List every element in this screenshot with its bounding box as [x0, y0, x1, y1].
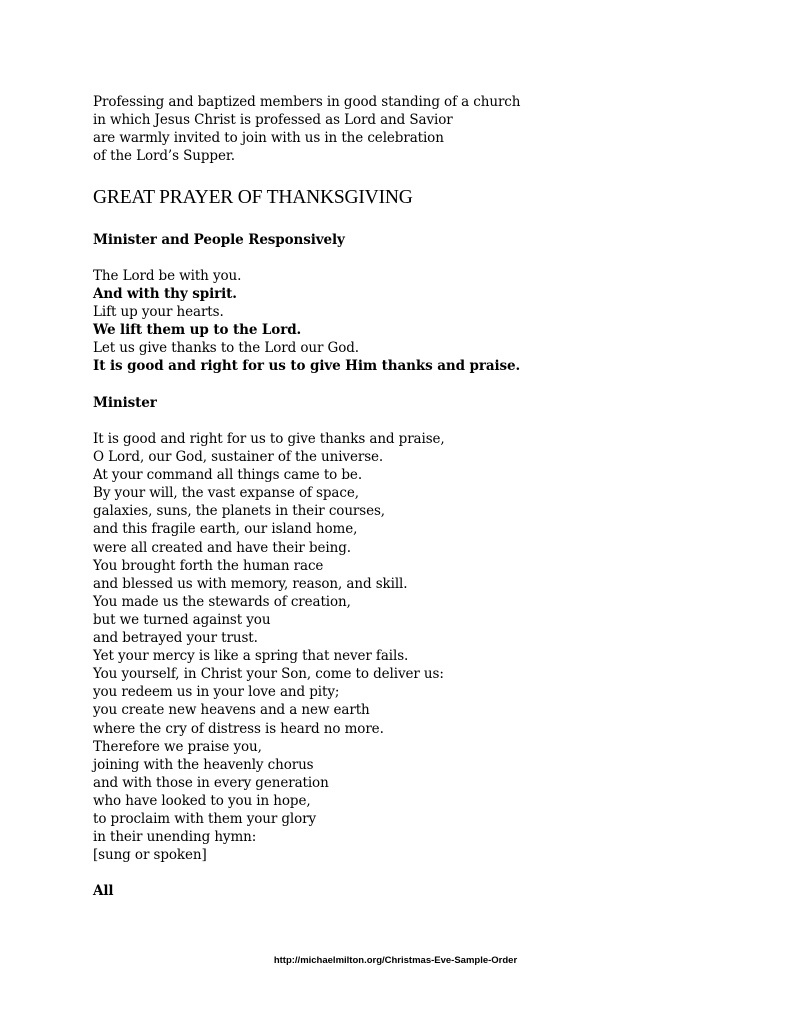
rubric-line: [sung or spoken] [93, 847, 207, 864]
intro-line: are warmly invited to join with us in the celebration [93, 130, 444, 147]
prayer-line: and with those in every generation [93, 774, 329, 791]
prayer-line: to proclaim with them your glory [93, 810, 317, 827]
prayer-line: but we turned against you [93, 611, 271, 628]
prayer-line: were all created and have their being. [93, 539, 351, 556]
prayer-line: galaxies, suns, the planets in their courses, [93, 503, 385, 520]
prayer-line: and betrayed your trust. [93, 630, 258, 647]
prayer-line: who have looked to you in hope, [93, 792, 311, 809]
minister-line: Lift up your hearts. [93, 304, 224, 321]
prayer-line: in their unending hymn: [93, 829, 257, 846]
section-title: GREAT PRAYER OF THANKSGIVING [93, 187, 413, 208]
prayer-line: and blessed us with memory, reason, and skill. [93, 575, 408, 592]
prayer-line: You brought forth the human race [93, 557, 324, 574]
minister-heading: Minister [93, 395, 157, 411]
responsive-reading [93, 267, 520, 376]
prayer-line: you redeem us in your love and pity; [93, 684, 340, 701]
intro-paragraph [93, 93, 520, 165]
footer-url: http://michaelmilton.org/Christmas-Eve-Sample-Order [273, 955, 518, 966]
prayer-line: It is good and right for us to give thanks and praise, [93, 431, 445, 447]
minister-line: Let us give thanks to the Lord our God. [93, 340, 359, 357]
prayer-line: You yourself, in Christ your Son, come to deliver us: [93, 666, 444, 683]
prayer-line: By your will, the vast expanse of space, [93, 485, 359, 502]
prayer-line: At your command all things came to be. [93, 467, 363, 484]
people-line: And with thy spirit. [93, 286, 237, 303]
people-line: We lift them up to the Lord. [93, 322, 302, 339]
prayer-line: Therefore we praise you, [93, 738, 262, 755]
prayer-line: O Lord, our God, sustainer of the universe. [93, 449, 384, 466]
intro-line: Professing and baptized members in good standing of a church [93, 94, 521, 110]
minister-prayer [93, 430, 445, 864]
intro-line: in which Jesus Christ is professed as Lord and Savior [93, 112, 453, 129]
responsive-heading: Minister and People Responsively [93, 232, 345, 248]
people-line: It is good and right for us to give Him thanks and praise. [93, 358, 521, 375]
prayer-line: joining with the heavenly chorus [93, 756, 314, 773]
minister-line: The Lord be with you. [93, 268, 242, 284]
prayer-line: you create new heavens and a new earth [93, 702, 370, 719]
prayer-line: Yet your mercy is like a spring that never fails. [93, 648, 409, 665]
all-heading: All [93, 883, 114, 899]
intro-line: of the Lord’s Supper. [93, 148, 235, 165]
prayer-line: You made us the stewards of creation, [93, 593, 351, 610]
prayer-line: where the cry of distress is heard no more. [93, 720, 384, 737]
prayer-line: and this fragile earth, our island home, [93, 521, 358, 538]
